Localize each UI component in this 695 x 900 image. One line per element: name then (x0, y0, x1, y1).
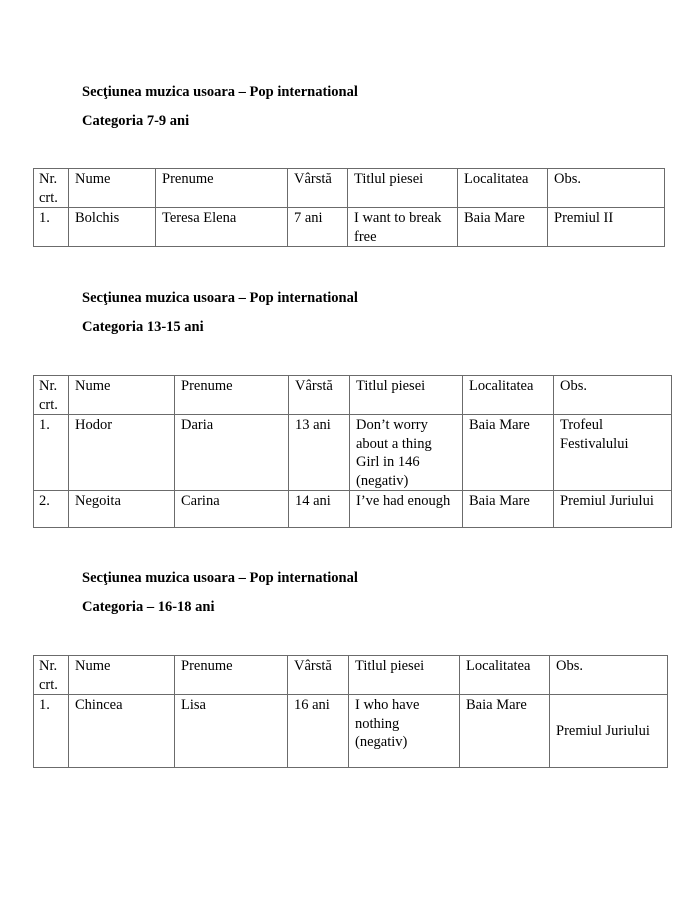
results-table (33, 168, 665, 247)
cell-prenume: Carina (175, 491, 289, 528)
cell-nume: Hodor (69, 415, 175, 491)
header-prenume: Prenume (175, 376, 289, 415)
section-title: Secţiunea muzica usoara – Pop international (82, 570, 358, 586)
header-localitatea: Localitatea (463, 376, 554, 415)
cell-obs: Trofeul Festivalului (554, 415, 672, 491)
cell-localitatea: Baia Mare (463, 491, 554, 528)
cell-obs: Premiul Juriului (550, 695, 668, 768)
cell-nr: 1. (34, 415, 69, 491)
cell-varsta: 14 ani (289, 491, 350, 528)
header-nr-crt: Nr. crt. (34, 656, 69, 695)
table-header-row (34, 376, 672, 415)
table-header-row (34, 169, 665, 208)
header-localitatea: Localitatea (460, 656, 550, 695)
cell-varsta: 13 ani (289, 415, 350, 491)
header-varsta: Vârstă (288, 169, 348, 208)
header-titlul-piesei: Titlul piesei (350, 376, 463, 415)
cell-nr: 1. (34, 208, 69, 247)
cell-titlul: I’ve had enough (350, 491, 463, 528)
cell-titlul: Don’t worry about a thing Girl in 146 (negativ) (350, 415, 463, 491)
cell-titlul: I want to break free (348, 208, 458, 247)
header-nr-crt: Nr. crt. (34, 169, 69, 208)
table-row (34, 491, 672, 528)
cell-prenume: Lisa (175, 695, 288, 768)
header-prenume: Prenume (175, 656, 288, 695)
cell-obs: Premiul Juriului (554, 491, 672, 528)
cell-nr: 2. (34, 491, 69, 528)
header-obs: Obs. (548, 169, 665, 208)
section-title: Secţiunea muzica usoara – Pop international (82, 84, 358, 100)
header-localitatea: Localitatea (458, 169, 548, 208)
header-varsta: Vârstă (288, 656, 349, 695)
category-title: Categoria – 16-18 ani (82, 599, 215, 615)
category-title: Categoria 13-15 ani (82, 319, 204, 335)
cell-prenume: Daria (175, 415, 289, 491)
cell-varsta: 7 ani (288, 208, 348, 247)
cell-prenume: Teresa Elena (156, 208, 288, 247)
table-header-row (34, 656, 668, 695)
header-nr-crt: Nr. crt. (34, 376, 69, 415)
header-nume: Nume (69, 656, 175, 695)
cell-titlul: I who have nothing (negativ) (349, 695, 460, 768)
header-nume: Nume (69, 169, 156, 208)
cell-nume: Bolchis (69, 208, 156, 247)
cell-localitatea: Baia Mare (458, 208, 548, 247)
table-row (34, 695, 668, 768)
cell-nr: 1. (34, 695, 69, 768)
header-titlul-piesei: Titlul piesei (348, 169, 458, 208)
cell-localitatea: Baia Mare (460, 695, 550, 768)
header-titlul-piesei: Titlul piesei (349, 656, 460, 695)
header-varsta: Vârstă (289, 376, 350, 415)
cell-nume: Negoita (69, 491, 175, 528)
results-table (33, 655, 668, 768)
cell-varsta: 16 ani (288, 695, 349, 768)
category-title: Categoria 7-9 ani (82, 113, 190, 129)
cell-obs: Premiul II (548, 208, 665, 247)
section-title: Secţiunea muzica usoara – Pop international (82, 290, 358, 306)
results-table (33, 375, 672, 528)
table-row (34, 415, 672, 491)
header-obs: Obs. (554, 376, 672, 415)
header-nume: Nume (69, 376, 175, 415)
table-row (34, 208, 665, 247)
header-prenume: Prenume (156, 169, 288, 208)
cell-localitatea: Baia Mare (463, 415, 554, 491)
header-obs: Obs. (550, 656, 668, 695)
cell-nume: Chincea (69, 695, 175, 768)
